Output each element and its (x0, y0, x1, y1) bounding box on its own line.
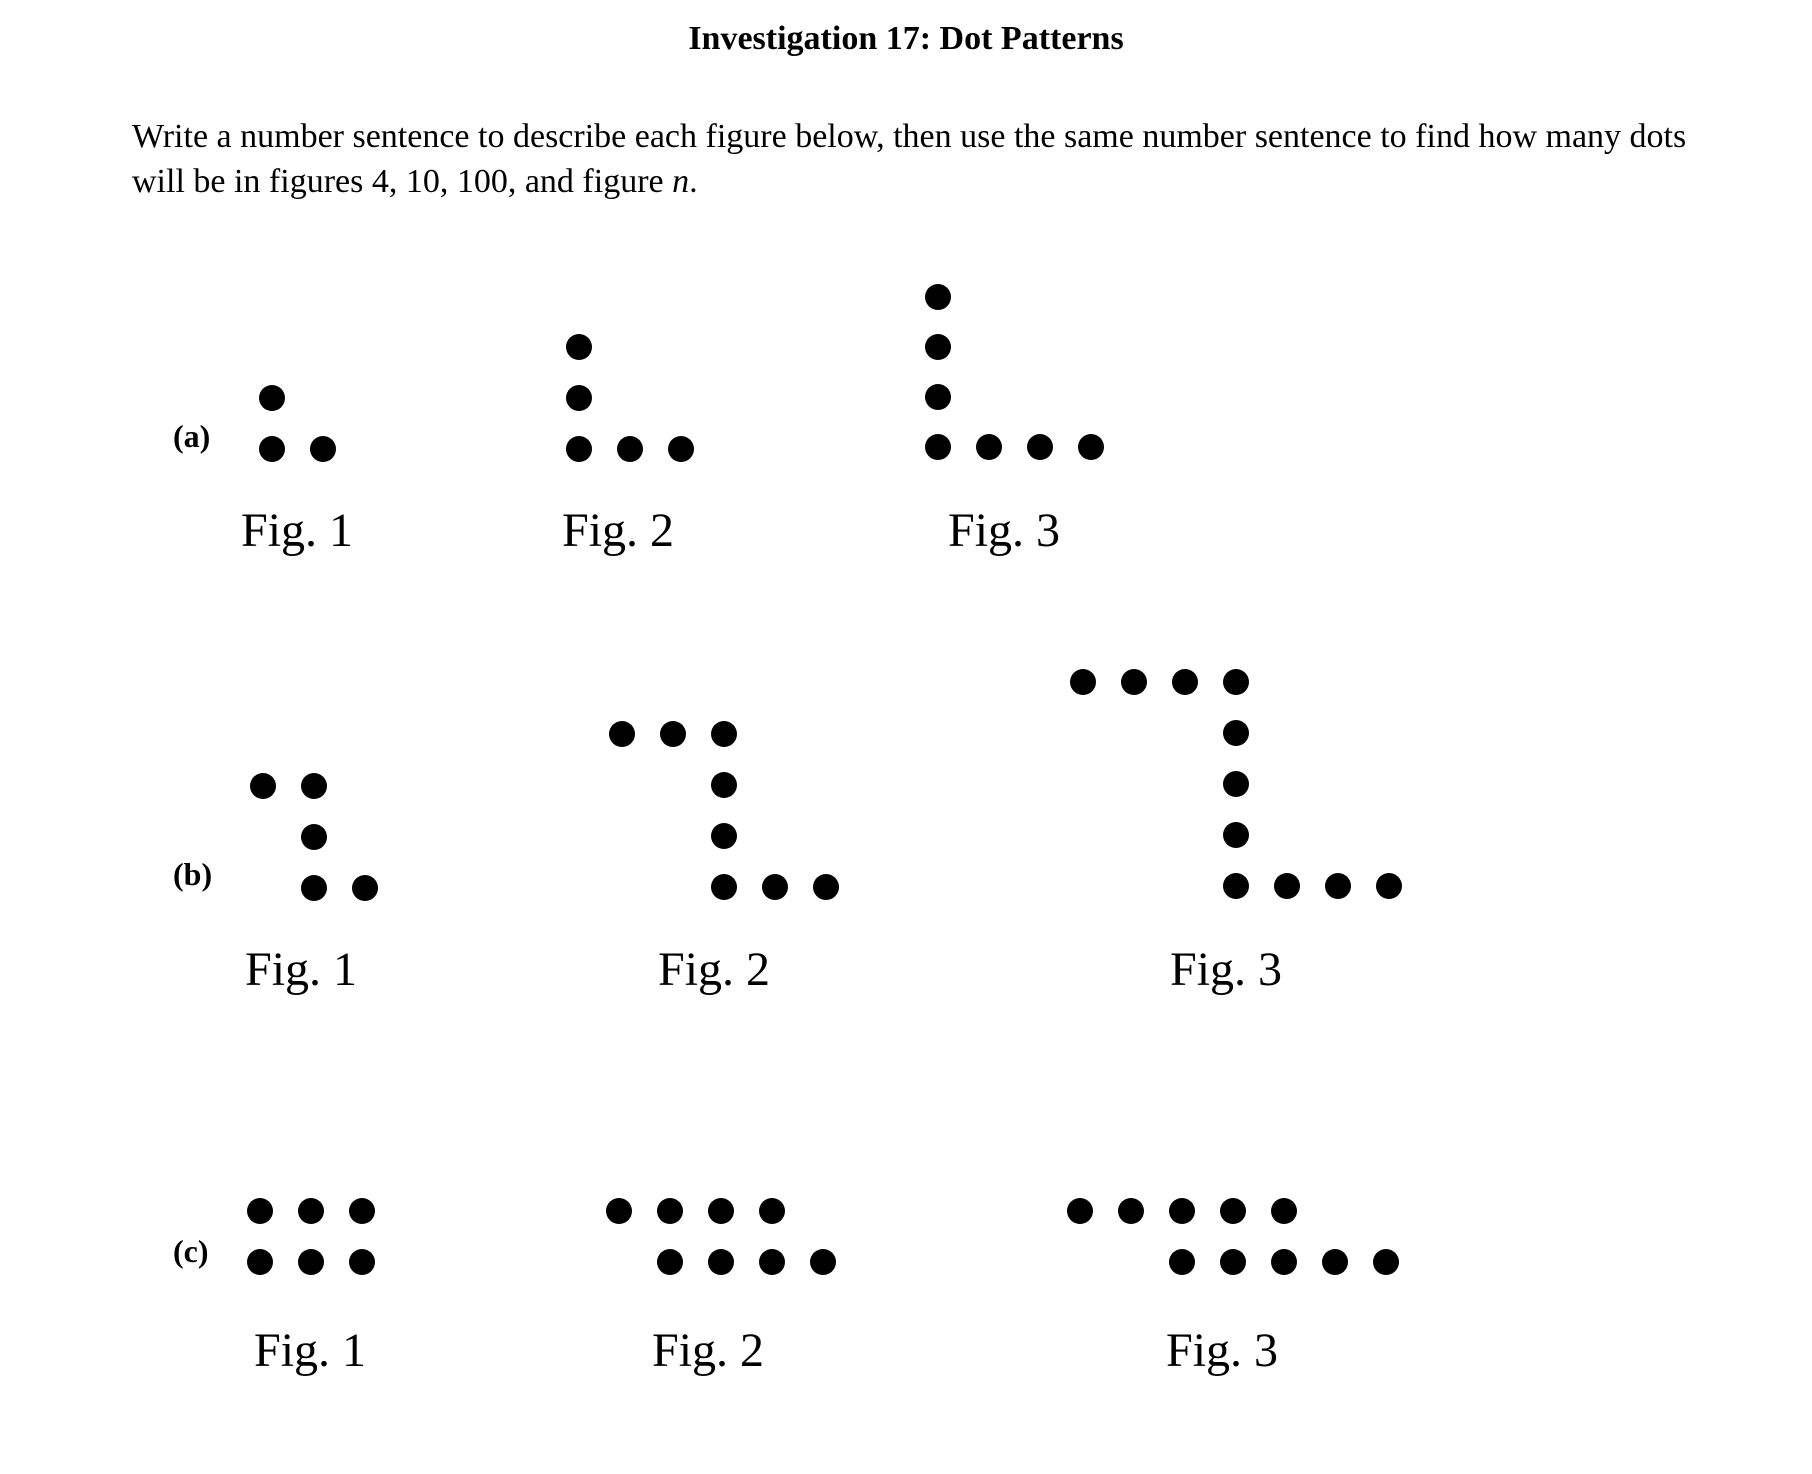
section-a (173, 284, 1104, 557)
dot (1220, 1198, 1246, 1224)
dot (298, 1198, 324, 1224)
dot (301, 875, 327, 901)
section-label-a: (a) (173, 418, 211, 454)
section-label-b: (b) (173, 856, 213, 892)
section-b-caption-1: Fig. 1 (245, 943, 358, 996)
dot (976, 434, 1002, 460)
dot (1223, 822, 1249, 848)
dot (566, 334, 592, 360)
dot (657, 1198, 683, 1224)
section-c-figure-1 (247, 1198, 375, 1275)
dot (660, 721, 686, 747)
section-b-figure-1 (250, 773, 378, 901)
dot (925, 284, 951, 310)
dot (259, 385, 285, 411)
section-a-caption-3: Fig. 3 (948, 504, 1061, 557)
section-a-caption-2: Fig. 2 (562, 504, 675, 557)
dot (759, 1198, 785, 1224)
section-b-caption-2: Fig. 2 (658, 943, 771, 996)
dot (301, 824, 327, 850)
dot (609, 721, 635, 747)
section-b-caption-3: Fig. 3 (1170, 943, 1283, 996)
dot (566, 436, 592, 462)
dot (1223, 771, 1249, 797)
dot (925, 384, 951, 410)
dot (1169, 1249, 1195, 1275)
dot (1271, 1198, 1297, 1224)
section-b-figure-2 (609, 721, 839, 900)
dot (301, 773, 327, 799)
section-b (173, 669, 1402, 996)
section-c-caption-3: Fig. 3 (1166, 1324, 1279, 1377)
dot (1121, 669, 1147, 695)
dot (1223, 720, 1249, 746)
dot (711, 823, 737, 849)
dot (1169, 1198, 1195, 1224)
dot (617, 436, 643, 462)
section-label-c: (c) (173, 1233, 209, 1269)
dot (1067, 1198, 1093, 1224)
dot (668, 436, 694, 462)
instructions-end: . (689, 163, 698, 200)
dot (1274, 873, 1300, 899)
section-a-caption-1: Fig. 1 (241, 504, 354, 557)
page-title: Investigation 17: Dot Patterns (688, 20, 1124, 57)
dot (1070, 669, 1096, 695)
dot (759, 1249, 785, 1275)
dot (1223, 873, 1249, 899)
dot (711, 721, 737, 747)
section-a-figure-2 (566, 334, 694, 462)
dot (1223, 669, 1249, 695)
dot (1325, 873, 1351, 899)
dot (813, 874, 839, 900)
dot (1322, 1249, 1348, 1275)
section-c-figure-2 (606, 1198, 836, 1275)
section-b-figure-3 (1070, 669, 1402, 899)
dot (298, 1249, 324, 1275)
dot (1220, 1249, 1246, 1275)
dot (250, 773, 276, 799)
instructions-text: Write a number sentence to describe each figure below, then use the same number sentence to find how many dots will be in figures 4, 10, 100, and figure (132, 118, 1687, 200)
dot (1271, 1249, 1297, 1275)
dot (657, 1249, 683, 1275)
dot (566, 385, 592, 411)
section-c-caption-2: Fig. 2 (652, 1324, 765, 1377)
dot (1118, 1198, 1144, 1224)
dot (925, 334, 951, 360)
dot (810, 1249, 836, 1275)
dot (711, 874, 737, 900)
dot (352, 875, 378, 901)
instructions-variable: n (672, 163, 690, 200)
dot (1373, 1249, 1399, 1275)
dot (1027, 434, 1053, 460)
dot (762, 874, 788, 900)
section-a-figure-1 (259, 385, 336, 462)
dot (310, 436, 336, 462)
dot (925, 434, 951, 460)
section-a-figure-3 (925, 284, 1104, 460)
dot (708, 1198, 734, 1224)
dot (247, 1198, 273, 1224)
dot (349, 1249, 375, 1275)
dot (349, 1198, 375, 1224)
dot (1078, 434, 1104, 460)
dot (247, 1249, 273, 1275)
dot (1172, 669, 1198, 695)
dot (1376, 873, 1402, 899)
dot (259, 436, 285, 462)
dot (711, 772, 737, 798)
section-c (173, 1198, 1399, 1377)
dot (606, 1198, 632, 1224)
section-c-figure-3 (1067, 1198, 1399, 1275)
section-c-caption-1: Fig. 1 (254, 1324, 367, 1377)
dot (708, 1249, 734, 1275)
